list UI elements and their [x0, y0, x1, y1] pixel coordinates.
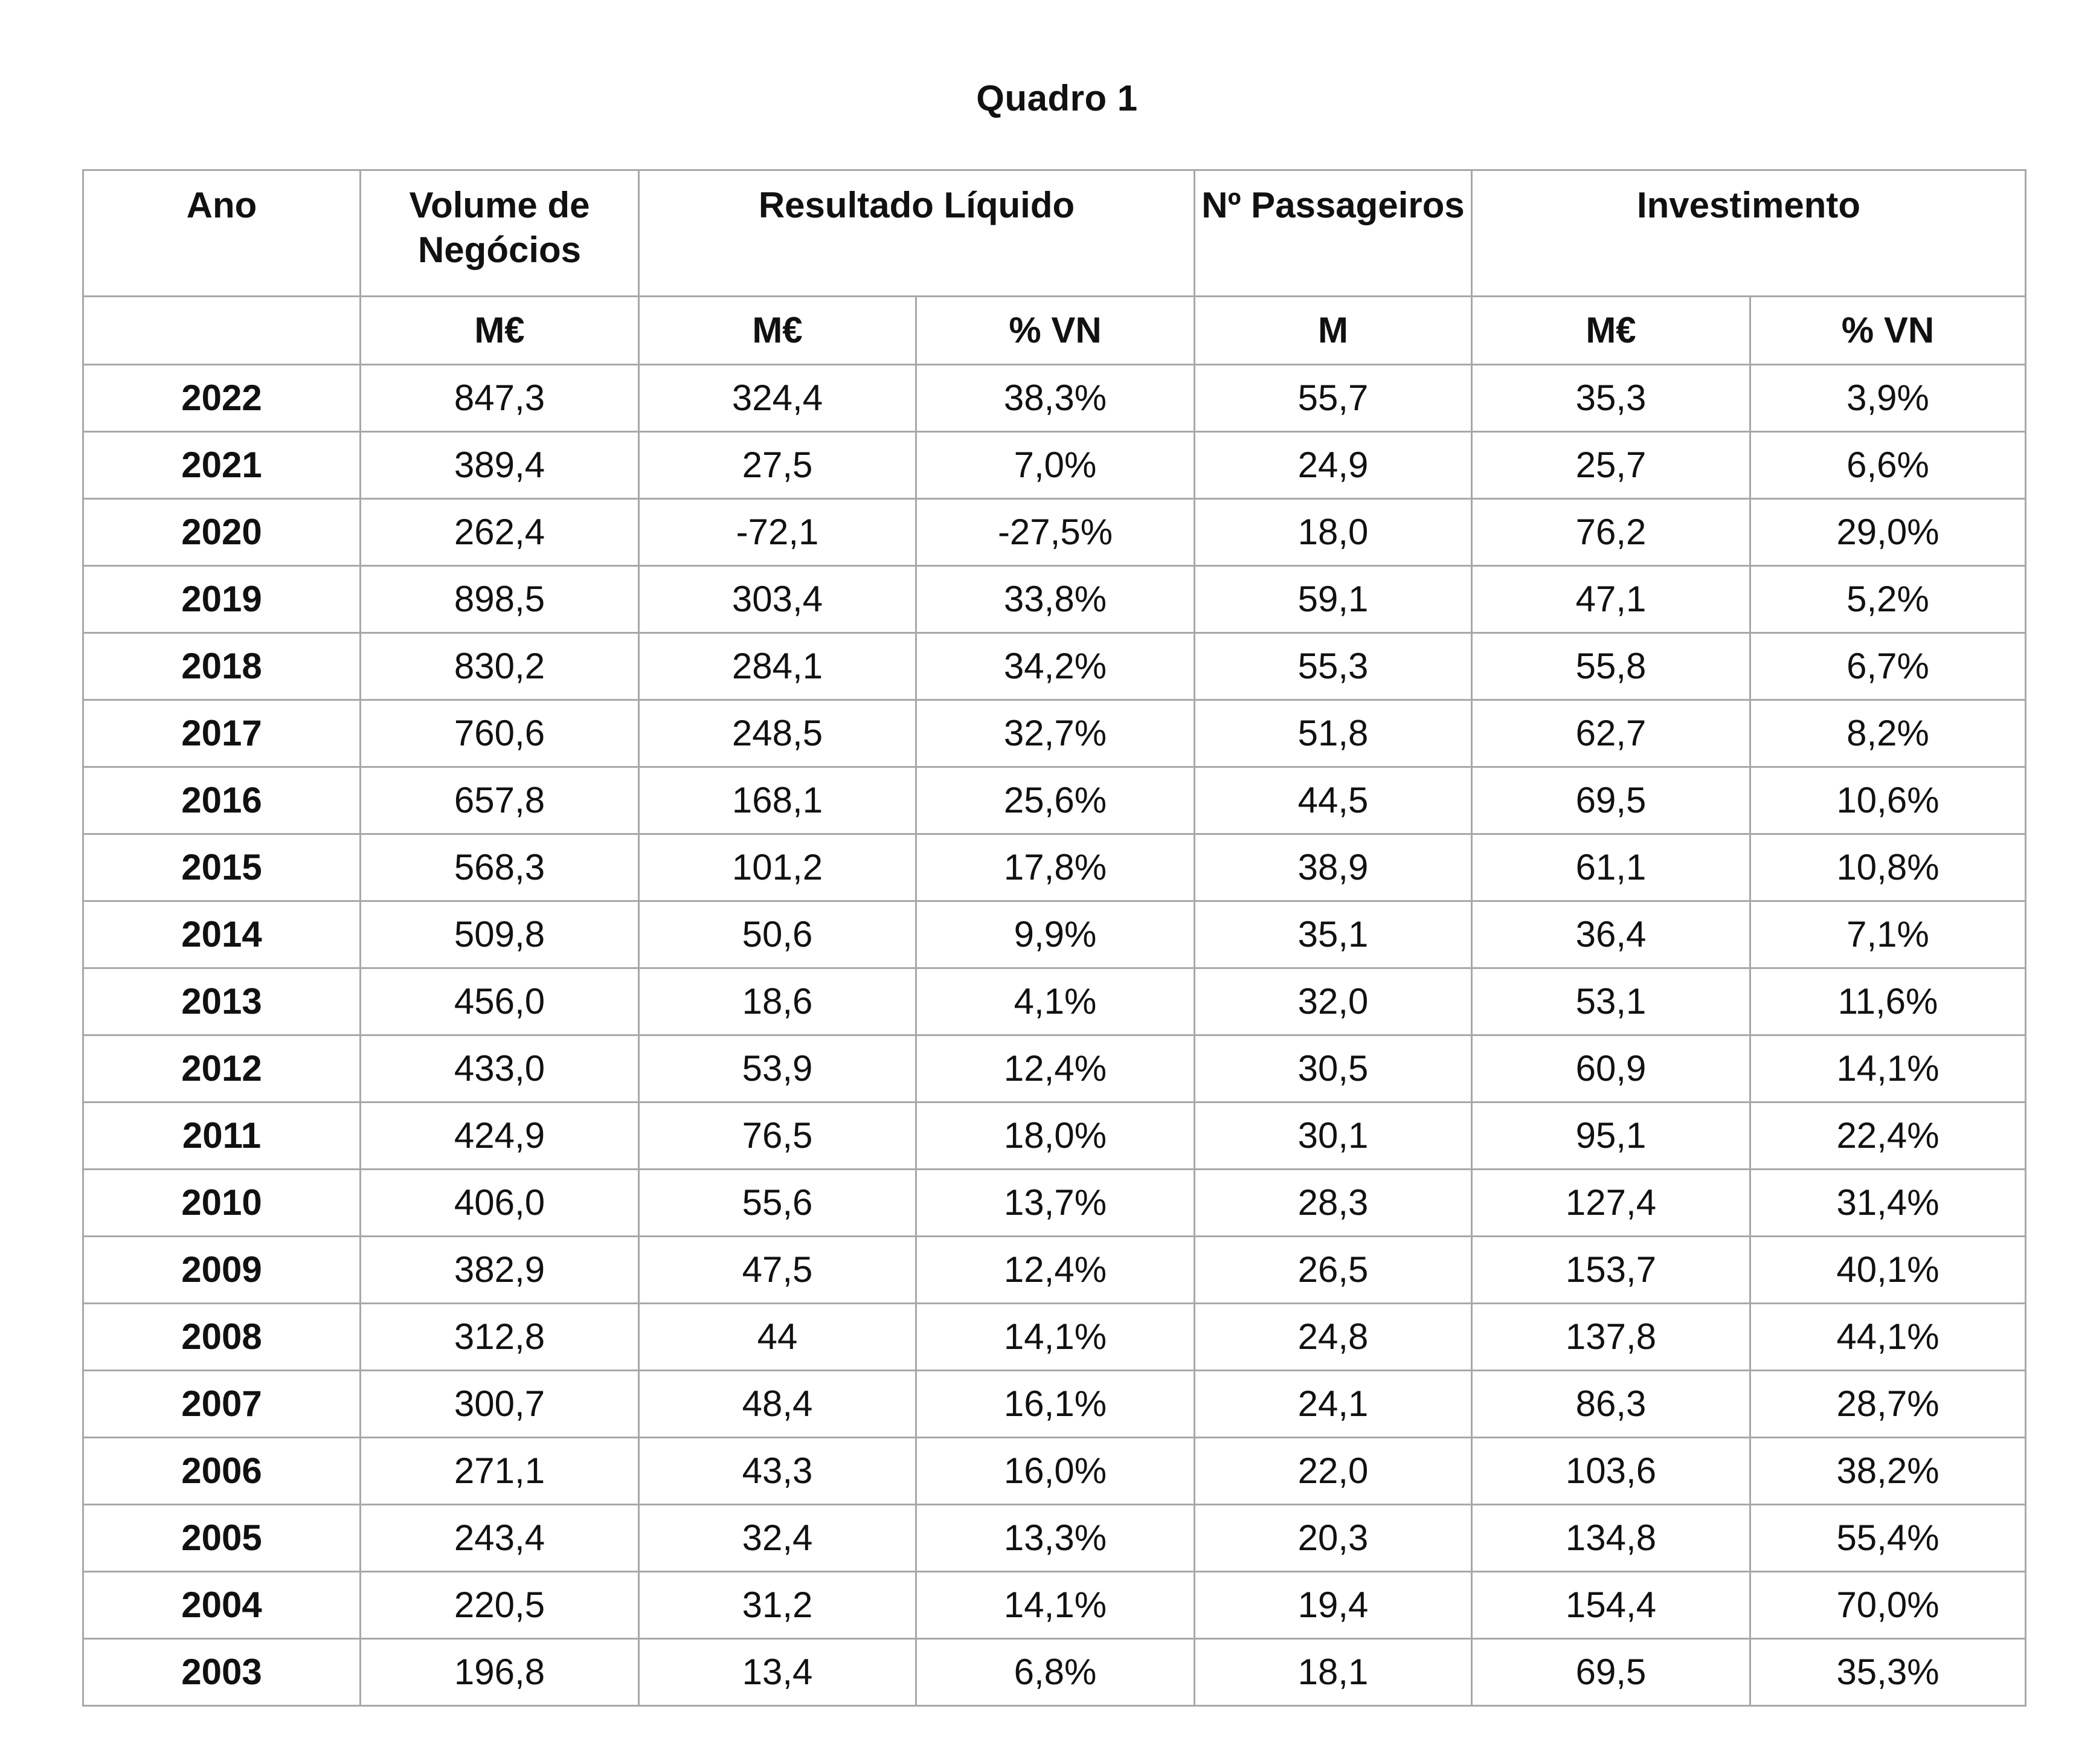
- table-row: [83, 1102, 2026, 1170]
- cell-resultado-pct: 4,1%: [916, 968, 1195, 1035]
- cell-ano: 2022: [83, 365, 361, 432]
- cell-resultado-me: 248,5: [639, 700, 916, 767]
- cell-passageiros: 20,3: [1195, 1505, 1472, 1572]
- table-row: [83, 365, 2026, 432]
- cell-investimento-me: 86,3: [1472, 1371, 1750, 1438]
- cell-volume-negocios: 433,0: [361, 1035, 639, 1102]
- cell-investimento-me: 47,1: [1472, 566, 1750, 633]
- unit-passageiros: M: [1195, 297, 1472, 365]
- cell-passageiros: 19,4: [1195, 1572, 1472, 1639]
- cell-passageiros: 22,0: [1195, 1438, 1472, 1505]
- cell-investimento-me: 62,7: [1472, 700, 1750, 767]
- cell-passageiros: 24,8: [1195, 1304, 1472, 1371]
- cell-resultado-pct: 13,3%: [916, 1505, 1195, 1572]
- table-row: [83, 1304, 2026, 1371]
- cell-investimento-pct: 5,2%: [1750, 566, 2026, 633]
- cell-passageiros: 18,0: [1195, 499, 1472, 566]
- cell-resultado-me: 101,2: [639, 834, 916, 901]
- cell-investimento-me: 137,8: [1472, 1304, 1750, 1371]
- cell-ano: 2003: [83, 1639, 361, 1706]
- cell-volume-negocios: 898,5: [361, 566, 639, 633]
- cell-resultado-pct: 14,1%: [916, 1572, 1195, 1639]
- cell-resultado-pct: 34,2%: [916, 633, 1195, 700]
- cell-investimento-pct: 31,4%: [1750, 1170, 2026, 1237]
- cell-resultado-me: 27,5: [639, 432, 916, 499]
- cell-investimento-pct: 6,7%: [1750, 633, 2026, 700]
- table-row: [83, 432, 2026, 499]
- cell-investimento-me: 95,1: [1472, 1102, 1750, 1170]
- cell-investimento-pct: 8,2%: [1750, 700, 2026, 767]
- table-row: [83, 1035, 2026, 1102]
- cell-investimento-pct: 29,0%: [1750, 499, 2026, 566]
- table-row: [83, 834, 2026, 901]
- cell-investimento-pct: 7,1%: [1750, 901, 2026, 968]
- cell-investimento-pct: 6,6%: [1750, 432, 2026, 499]
- header-investimento: Investimento: [1472, 170, 2026, 297]
- cell-volume-negocios: 406,0: [361, 1170, 639, 1237]
- unit-volume: M€: [361, 297, 639, 365]
- cell-passageiros: 30,5: [1195, 1035, 1472, 1102]
- table-row: [83, 499, 2026, 566]
- cell-resultado-me: 303,4: [639, 566, 916, 633]
- unit-investimento-me: M€: [1472, 297, 1750, 365]
- cell-resultado-me: 55,6: [639, 1170, 916, 1237]
- cell-volume-negocios: 847,3: [361, 365, 639, 432]
- table-row: [83, 1639, 2026, 1706]
- cell-ano: 2005: [83, 1505, 361, 1572]
- cell-investimento-me: 153,7: [1472, 1237, 1750, 1304]
- header-volume-negocios: Volume de Negócios: [361, 170, 639, 297]
- cell-investimento-pct: 10,8%: [1750, 834, 2026, 901]
- table-title: Quadro 1: [976, 78, 1138, 118]
- cell-passageiros: 59,1: [1195, 566, 1472, 633]
- cell-resultado-pct: 7,0%: [916, 432, 1195, 499]
- cell-ano: 2015: [83, 834, 361, 901]
- cell-investimento-me: 61,1: [1472, 834, 1750, 901]
- cell-ano: 2018: [83, 633, 361, 700]
- header-passageiros: Nº Passageiros: [1195, 170, 1472, 297]
- cell-investimento-me: 69,5: [1472, 767, 1750, 834]
- table-row: [83, 1438, 2026, 1505]
- cell-resultado-pct: 9,9%: [916, 901, 1195, 968]
- cell-ano: 2010: [83, 1170, 361, 1237]
- cell-investimento-me: 103,6: [1472, 1438, 1750, 1505]
- cell-investimento-pct: 11,6%: [1750, 968, 2026, 1035]
- cell-resultado-me: -72,1: [639, 499, 916, 566]
- cell-resultado-pct: -27,5%: [916, 499, 1195, 566]
- table-row: [83, 1237, 2026, 1304]
- cell-resultado-pct: 38,3%: [916, 365, 1195, 432]
- cell-investimento-me: 69,5: [1472, 1639, 1750, 1706]
- cell-resultado-pct: 16,1%: [916, 1371, 1195, 1438]
- cell-ano: 2011: [83, 1102, 361, 1170]
- cell-resultado-pct: 32,7%: [916, 700, 1195, 767]
- cell-passageiros: 30,1: [1195, 1102, 1472, 1170]
- cell-volume-negocios: 760,6: [361, 700, 639, 767]
- header-ano: Ano: [83, 170, 361, 297]
- cell-volume-negocios: 657,8: [361, 767, 639, 834]
- cell-ano: 2009: [83, 1237, 361, 1304]
- cell-ano: 2006: [83, 1438, 361, 1505]
- cell-volume-negocios: 382,9: [361, 1237, 639, 1304]
- cell-volume-negocios: 830,2: [361, 633, 639, 700]
- cell-volume-negocios: 262,4: [361, 499, 639, 566]
- data-table: [82, 169, 2026, 1707]
- cell-volume-negocios: 300,7: [361, 1371, 639, 1438]
- cell-resultado-pct: 14,1%: [916, 1304, 1195, 1371]
- cell-passageiros: 38,9: [1195, 834, 1472, 901]
- unit-investimento-pct: % VN: [1750, 297, 2026, 365]
- cell-resultado-me: 53,9: [639, 1035, 916, 1102]
- cell-resultado-me: 76,5: [639, 1102, 916, 1170]
- cell-volume-negocios: 220,5: [361, 1572, 639, 1639]
- cell-ano: 2017: [83, 700, 361, 767]
- cell-resultado-me: 284,1: [639, 633, 916, 700]
- unit-resultado-pct: % VN: [916, 297, 1195, 365]
- cell-resultado-me: 47,5: [639, 1237, 916, 1304]
- cell-investimento-me: 35,3: [1472, 365, 1750, 432]
- cell-investimento-pct: 14,1%: [1750, 1035, 2026, 1102]
- header-resultado-liquido: Resultado Líquido: [639, 170, 1195, 297]
- cell-resultado-me: 13,4: [639, 1639, 916, 1706]
- cell-investimento-pct: 44,1%: [1750, 1304, 2026, 1371]
- cell-ano: 2019: [83, 566, 361, 633]
- cell-resultado-pct: 16,0%: [916, 1438, 1195, 1505]
- cell-resultado-pct: 6,8%: [916, 1639, 1195, 1706]
- cell-volume-negocios: 196,8: [361, 1639, 639, 1706]
- cell-volume-negocios: 389,4: [361, 432, 639, 499]
- cell-investimento-me: 25,7: [1472, 432, 1750, 499]
- table-row: [83, 1572, 2026, 1639]
- cell-passageiros: 18,1: [1195, 1639, 1472, 1706]
- cell-investimento-pct: 40,1%: [1750, 1237, 2026, 1304]
- cell-resultado-pct: 33,8%: [916, 566, 1195, 633]
- cell-resultado-me: 168,1: [639, 767, 916, 834]
- table-row: [83, 1371, 2026, 1438]
- cell-investimento-me: 36,4: [1472, 901, 1750, 968]
- cell-passageiros: 26,5: [1195, 1237, 1472, 1304]
- table-row: [83, 901, 2026, 968]
- cell-ano: 2016: [83, 767, 361, 834]
- table-row: [83, 968, 2026, 1035]
- table-row: [83, 1170, 2026, 1237]
- cell-investimento-me: 60,9: [1472, 1035, 1750, 1102]
- cell-investimento-pct: 10,6%: [1750, 767, 2026, 834]
- cell-resultado-me: 31,2: [639, 1572, 916, 1639]
- cell-ano: 2012: [83, 1035, 361, 1102]
- header-row: [83, 170, 2026, 297]
- cell-ano: 2008: [83, 1304, 361, 1371]
- cell-investimento-pct: 22,4%: [1750, 1102, 2026, 1170]
- unit-resultado-me: M€: [639, 297, 916, 365]
- cell-resultado-pct: 12,4%: [916, 1237, 1195, 1304]
- unit-ano: [83, 297, 361, 365]
- cell-ano: 2007: [83, 1371, 361, 1438]
- cell-resultado-me: 43,3: [639, 1438, 916, 1505]
- cell-resultado-pct: 18,0%: [916, 1102, 1195, 1170]
- cell-investimento-me: 154,4: [1472, 1572, 1750, 1639]
- cell-resultado-me: 50,6: [639, 901, 916, 968]
- cell-passageiros: 24,9: [1195, 432, 1472, 499]
- cell-passageiros: 24,1: [1195, 1371, 1472, 1438]
- cell-resultado-me: 44: [639, 1304, 916, 1371]
- cell-ano: 2020: [83, 499, 361, 566]
- cell-passageiros: 44,5: [1195, 767, 1472, 834]
- cell-volume-negocios: 243,4: [361, 1505, 639, 1572]
- cell-passageiros: 55,3: [1195, 633, 1472, 700]
- cell-volume-negocios: 312,8: [361, 1304, 639, 1371]
- cell-investimento-pct: 35,3%: [1750, 1639, 2026, 1706]
- cell-investimento-pct: 55,4%: [1750, 1505, 2026, 1572]
- cell-investimento-me: 55,8: [1472, 633, 1750, 700]
- cell-volume-negocios: 271,1: [361, 1438, 639, 1505]
- cell-passageiros: 55,7: [1195, 365, 1472, 432]
- table-row: [83, 1505, 2026, 1572]
- cell-investimento-pct: 70,0%: [1750, 1572, 2026, 1639]
- cell-investimento-pct: 3,9%: [1750, 365, 2026, 432]
- cell-resultado-me: 324,4: [639, 365, 916, 432]
- cell-volume-negocios: 568,3: [361, 834, 639, 901]
- cell-resultado-pct: 17,8%: [916, 834, 1195, 901]
- cell-passageiros: 51,8: [1195, 700, 1472, 767]
- cell-ano: 2004: [83, 1572, 361, 1639]
- cell-passageiros: 28,3: [1195, 1170, 1472, 1237]
- table-row: [83, 633, 2026, 700]
- cell-ano: 2013: [83, 968, 361, 1035]
- cell-resultado-me: 32,4: [639, 1505, 916, 1572]
- units-row: [83, 297, 2026, 365]
- cell-investimento-me: 76,2: [1472, 499, 1750, 566]
- cell-investimento-pct: 28,7%: [1750, 1371, 2026, 1438]
- cell-investimento-pct: 38,2%: [1750, 1438, 2026, 1505]
- cell-ano: 2021: [83, 432, 361, 499]
- cell-volume-negocios: 456,0: [361, 968, 639, 1035]
- cell-passageiros: 32,0: [1195, 968, 1472, 1035]
- cell-volume-negocios: 424,9: [361, 1102, 639, 1170]
- cell-investimento-me: 53,1: [1472, 968, 1750, 1035]
- cell-passageiros: 35,1: [1195, 901, 1472, 968]
- cell-resultado-me: 18,6: [639, 968, 916, 1035]
- cell-investimento-me: 127,4: [1472, 1170, 1750, 1237]
- table-row: [83, 767, 2026, 834]
- cell-volume-negocios: 509,8: [361, 901, 639, 968]
- cell-resultado-pct: 13,7%: [916, 1170, 1195, 1237]
- cell-investimento-me: 134,8: [1472, 1505, 1750, 1572]
- table-row: [83, 566, 2026, 633]
- cell-ano: 2014: [83, 901, 361, 968]
- cell-resultado-pct: 25,6%: [916, 767, 1195, 834]
- cell-resultado-me: 48,4: [639, 1371, 916, 1438]
- cell-resultado-pct: 12,4%: [916, 1035, 1195, 1102]
- table-row: [83, 700, 2026, 767]
